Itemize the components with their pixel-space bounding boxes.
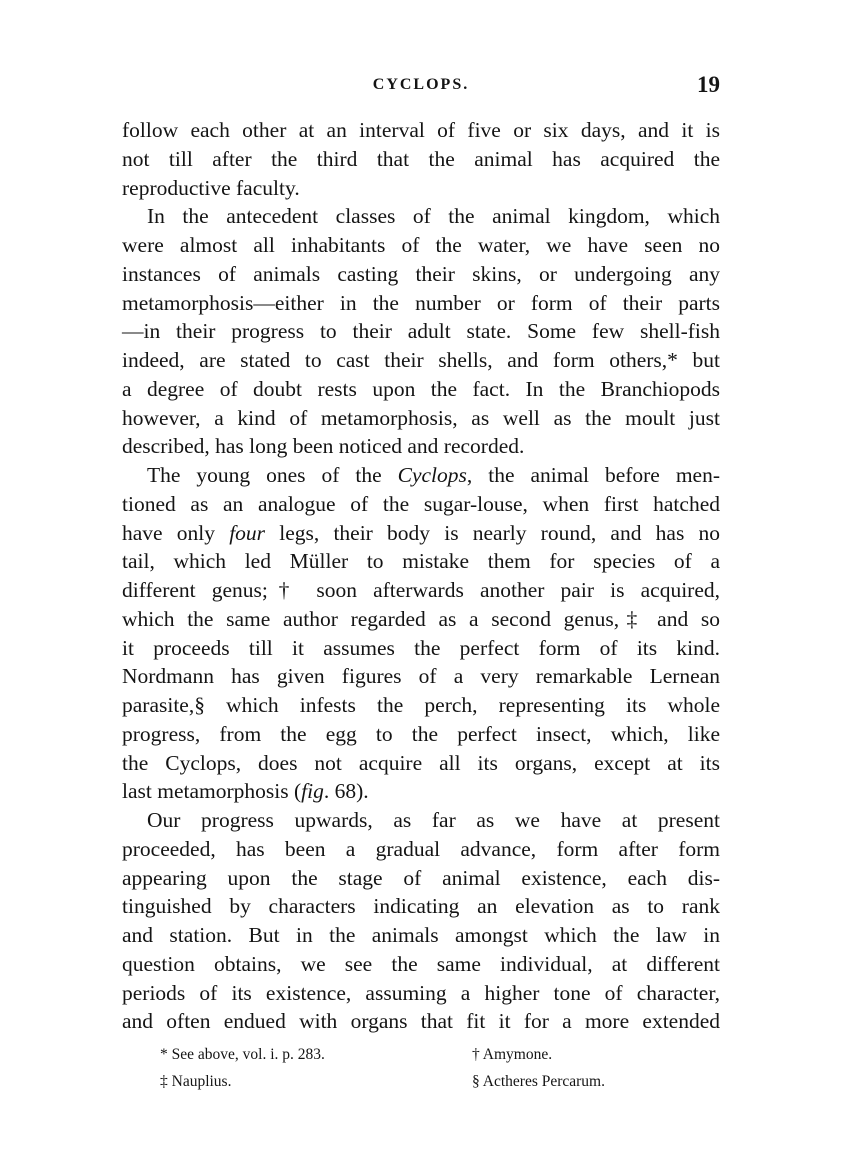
text-line: instances of animals casting their skins, or undergoing any (122, 261, 720, 286)
body-text (122, 116, 720, 1036)
text-line: question obtains, we see the same individual, at different (122, 951, 720, 976)
text-line: last metamorphosis (fig. 68). (122, 779, 369, 804)
footnote-row (160, 1041, 720, 1068)
text-line: The young ones of the Cyclops, the animal before men- (147, 463, 720, 487)
text-line: In the antecedent classes of the animal kingdom, which (147, 204, 720, 229)
running-title: CYCLOPS. (372, 76, 470, 93)
text-line: tinguished by characters indicating an elevation as to rank (122, 894, 720, 919)
text-line: appearing upon the stage of animal existence, each dis- (122, 865, 720, 890)
text-line: follow each other at an interval of five or six days, and it is (122, 118, 720, 142)
footnote-row (160, 1068, 720, 1095)
text-line: —in their progress to their adult state. Some few shell-fish (122, 319, 720, 344)
footnote-amymone: † Amymone. (472, 1046, 553, 1063)
text-line: tail, which led Müller to mistake them for species of a (122, 549, 720, 574)
text-line: which the same author regarded as a second genus,‡ and so (122, 606, 720, 631)
text-line: and station. But in the animals amongst which the law in (122, 923, 720, 947)
text-line: have only four legs, their body is nearly round, and has no (122, 520, 721, 545)
footnotes (160, 1041, 720, 1095)
text-line: proceeded, has been a gradual advance, form after form (122, 836, 720, 861)
text-line: periods of its existence, assuming a higher tone of character, (122, 980, 720, 1005)
text-line: tioned as an analogue of the sugar-louse, when first hatched (122, 491, 720, 516)
text-line: however, a kind of metamorphosis, as well as the moult just (122, 405, 720, 430)
text-line: Nordmann has given figures of a very remarkable Lernean (122, 664, 720, 689)
text-line: reproductive faculty. (122, 175, 300, 200)
text-line: progress, from the egg to the perfect insect, which, like (122, 721, 720, 746)
page-number: 19 (697, 72, 720, 97)
text-line: not till after the third that the animal has acquired the (122, 146, 720, 171)
text-line: it proceeds till it assumes the perfect form of its kind. (122, 635, 720, 660)
text-line: and often endued with organs that fit it for a more extended (122, 1009, 720, 1034)
text-line: the Cyclops, does not acquire all its organs, except at its (122, 750, 720, 775)
text-line: indeed, are stated to cast their shells, and form others,* but (122, 348, 720, 372)
footnote-nauplius: ‡ Nauplius. (160, 1073, 232, 1090)
text-line: Our progress upwards, as far as we have at present (147, 808, 720, 832)
text-line: metamorphosis—either in the number or form of their parts (122, 290, 720, 315)
text-line: described, has long been noticed and recorded. (122, 434, 525, 459)
page-header (122, 72, 720, 102)
text-line: different genus;† soon afterwards another pair is acquired, (122, 578, 720, 602)
text-line: were almost all inhabitants of the water, we have seen no (122, 233, 720, 257)
footnote-actheres: § Actheres Percarum. (472, 1073, 605, 1090)
footnote-see-above: * See above, vol. i. p. 283. (160, 1046, 325, 1063)
text-line: parasite,§ which infests the perch, representing its whole (122, 693, 720, 717)
text-line: a degree of doubt rests upon the fact. In the Branchiopods (122, 376, 720, 401)
